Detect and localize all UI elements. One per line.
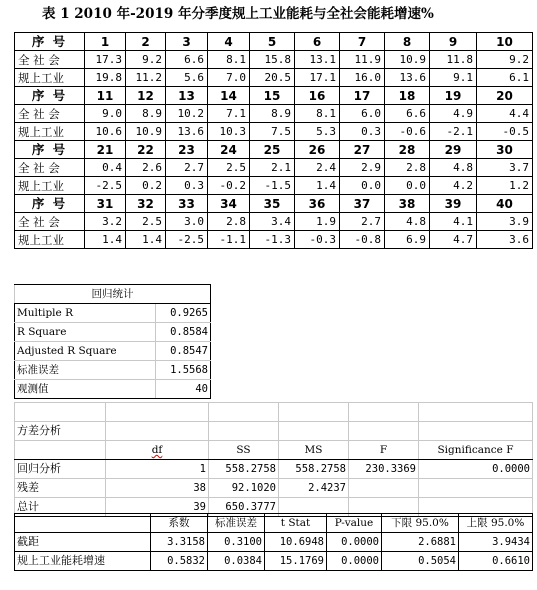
society-energy-value: 6.0 xyxy=(340,105,385,123)
anova-header-cell: df xyxy=(106,441,209,460)
society-energy-value: 8.1 xyxy=(295,105,340,123)
sequence-header-label: 序 号 xyxy=(15,195,85,213)
sequence-number-cell: 34 xyxy=(208,195,250,213)
coefficient-row-label: 规上工业能耗增速 xyxy=(15,552,151,571)
regression-stat-name: Adjusted R Square xyxy=(15,342,156,361)
anova-title: 方差分析 xyxy=(15,422,106,441)
sequence-number-cell: 6 xyxy=(295,33,340,51)
sequence-header-label: 序 号 xyxy=(15,87,85,105)
sequence-number-cell: 5 xyxy=(250,33,295,51)
sequence-header-row xyxy=(15,33,533,51)
anova-header-cell: Significance F xyxy=(419,441,533,460)
sequence-number-cell: 28 xyxy=(385,141,430,159)
regression-stat-row xyxy=(15,342,211,361)
regression-stat-value: 40 xyxy=(156,380,211,399)
society-energy-row xyxy=(15,105,533,123)
society-energy-value: 7.1 xyxy=(208,105,250,123)
society-energy-value: 13.1 xyxy=(295,51,340,69)
sequence-number-cell: 17 xyxy=(340,87,385,105)
anova-value: 2.4237 xyxy=(279,479,349,498)
industry-energy-row xyxy=(15,177,533,195)
coefficient-value: 0.3100 xyxy=(208,533,265,552)
sequence-number-cell: 22 xyxy=(126,141,166,159)
anova-value: 0.0000 xyxy=(419,460,533,479)
anova-table xyxy=(14,402,533,517)
coefficient-header-cell: 下限 95.0% xyxy=(382,514,459,533)
industry-energy-value: -2.1 xyxy=(430,123,477,141)
society-energy-row xyxy=(15,51,533,69)
industry-energy-value: 0.2 xyxy=(126,177,166,195)
regression-stat-value: 0.9265 xyxy=(156,304,211,323)
sequence-header-row xyxy=(15,141,533,159)
sequence-number-cell: 19 xyxy=(430,87,477,105)
coefficient-header-cell: 系数 xyxy=(151,514,208,533)
coefficient-value: 3.9434 xyxy=(459,533,533,552)
sequence-number-cell: 3 xyxy=(166,33,208,51)
anova-value: 558.2758 xyxy=(209,460,279,479)
industry-energy-value: 11.2 xyxy=(126,69,166,87)
industry-energy-value: 13.6 xyxy=(166,123,208,141)
industry-energy-row xyxy=(15,69,533,87)
society-energy-row xyxy=(15,213,533,231)
sequence-number-cell: 12 xyxy=(126,87,166,105)
anova-value xyxy=(419,479,533,498)
sequence-number-cell: 32 xyxy=(126,195,166,213)
society-energy-value: 3.0 xyxy=(166,213,208,231)
coefficients-table xyxy=(14,513,533,571)
society-energy-value: 17.3 xyxy=(85,51,126,69)
industry-energy-value: 1.2 xyxy=(477,177,533,195)
sequence-number-cell: 39 xyxy=(430,195,477,213)
society-energy-value: 0.4 xyxy=(85,159,126,177)
industry-energy-value: -0.3 xyxy=(295,231,340,249)
society-energy-value: 6.6 xyxy=(385,105,430,123)
society-energy-value: 3.7 xyxy=(477,159,533,177)
society-energy-label: 全 社 会 xyxy=(15,51,85,69)
society-energy-value: 4.1 xyxy=(430,213,477,231)
industry-energy-value: 7.5 xyxy=(250,123,295,141)
society-energy-value: 4.8 xyxy=(385,213,430,231)
regression-stat-name: Multiple R xyxy=(15,304,156,323)
sequence-number-cell: 8 xyxy=(385,33,430,51)
coefficient-header-cell: P-value xyxy=(327,514,382,533)
anova-row xyxy=(15,460,533,479)
coefficient-row-label: 截距 xyxy=(15,533,151,552)
regression-stat-value: 0.8584 xyxy=(156,323,211,342)
industry-energy-value: 20.5 xyxy=(250,69,295,87)
sequence-number-cell: 25 xyxy=(250,141,295,159)
industry-energy-value: -0.8 xyxy=(340,231,385,249)
sequence-number-cell: 4 xyxy=(208,33,250,51)
society-energy-value: 11.8 xyxy=(430,51,477,69)
society-energy-value: 9.2 xyxy=(126,51,166,69)
industry-energy-value: -1.3 xyxy=(250,231,295,249)
industry-energy-value: 7.0 xyxy=(208,69,250,87)
society-energy-label: 全 社 会 xyxy=(15,105,85,123)
society-energy-label: 全 社 会 xyxy=(15,159,85,177)
society-energy-value: 10.2 xyxy=(166,105,208,123)
society-energy-value: 3.4 xyxy=(250,213,295,231)
sequence-number-cell: 23 xyxy=(166,141,208,159)
anova-header-cell: F xyxy=(349,441,419,460)
regression-stat-row xyxy=(15,361,211,380)
sequence-header-label: 序 号 xyxy=(15,33,85,51)
industry-energy-value: 3.6 xyxy=(477,231,533,249)
coefficient-row xyxy=(15,552,533,571)
society-energy-value: 10.9 xyxy=(385,51,430,69)
industry-energy-value: -1.5 xyxy=(250,177,295,195)
regression-stat-name: R Square xyxy=(15,323,156,342)
coefficient-header-cell: 标准误差 xyxy=(208,514,265,533)
society-energy-value: 1.9 xyxy=(295,213,340,231)
regression-stat-value: 1.5568 xyxy=(156,361,211,380)
industry-energy-value: -0.2 xyxy=(208,177,250,195)
industry-energy-value: 13.6 xyxy=(385,69,430,87)
industry-energy-value: 0.0 xyxy=(340,177,385,195)
industry-energy-value: 5.3 xyxy=(295,123,340,141)
sequence-number-cell: 36 xyxy=(295,195,340,213)
society-energy-value: 3.9 xyxy=(477,213,533,231)
sequence-number-cell: 26 xyxy=(295,141,340,159)
industry-energy-value: 5.6 xyxy=(166,69,208,87)
industry-energy-value: 19.8 xyxy=(85,69,126,87)
coefficient-row xyxy=(15,533,533,552)
coefficient-value: 0.0000 xyxy=(327,533,382,552)
industry-energy-value: 1.4 xyxy=(85,231,126,249)
anova-header-cell: SS xyxy=(209,441,279,460)
society-energy-value: 4.8 xyxy=(430,159,477,177)
coefficient-value: 0.0000 xyxy=(327,552,382,571)
sequence-number-cell: 35 xyxy=(250,195,295,213)
industry-energy-value: 4.7 xyxy=(430,231,477,249)
society-energy-value: 2.5 xyxy=(208,159,250,177)
sequence-number-cell: 20 xyxy=(477,87,533,105)
industry-energy-value: 9.1 xyxy=(430,69,477,87)
industry-energy-value: 1.4 xyxy=(295,177,340,195)
sequence-number-cell: 16 xyxy=(295,87,340,105)
sequence-number-cell: 33 xyxy=(166,195,208,213)
anova-value: 1 xyxy=(106,460,209,479)
society-energy-value: 6.6 xyxy=(166,51,208,69)
society-energy-label: 全 社 会 xyxy=(15,213,85,231)
anova-value: 558.2758 xyxy=(279,460,349,479)
coefficient-value: 0.0384 xyxy=(208,552,265,571)
sequence-number-cell: 21 xyxy=(85,141,126,159)
society-energy-value: 11.9 xyxy=(340,51,385,69)
society-energy-value: 9.0 xyxy=(85,105,126,123)
coefficient-value: 0.6610 xyxy=(459,552,533,571)
regression-stat-row xyxy=(15,380,211,399)
industry-energy-label: 规上工业 xyxy=(15,69,85,87)
society-energy-value: 15.8 xyxy=(250,51,295,69)
coefficient-value: 0.5054 xyxy=(382,552,459,571)
society-energy-value: 2.5 xyxy=(126,213,166,231)
sequence-number-cell: 37 xyxy=(340,195,385,213)
society-energy-value: 8.9 xyxy=(250,105,295,123)
sequence-header-row xyxy=(15,87,533,105)
industry-energy-label: 规上工业 xyxy=(15,231,85,249)
industry-energy-value: 10.3 xyxy=(208,123,250,141)
industry-energy-value: -2.5 xyxy=(166,231,208,249)
regression-stat-name: 观测值 xyxy=(15,380,156,399)
anova-header-cell: MS xyxy=(279,441,349,460)
sequence-number-cell: 31 xyxy=(85,195,126,213)
sequence-number-cell: 7 xyxy=(340,33,385,51)
anova-row xyxy=(15,479,533,498)
sequence-number-cell: 40 xyxy=(477,195,533,213)
society-energy-value: 2.4 xyxy=(295,159,340,177)
anova-value: 39 xyxy=(106,498,209,517)
coefficient-value: 2.6881 xyxy=(382,533,459,552)
regression-stat-row xyxy=(15,304,211,323)
society-energy-value: 4.4 xyxy=(477,105,533,123)
regression-statistics-table xyxy=(14,284,211,399)
sequence-number-cell: 9 xyxy=(430,33,477,51)
industry-energy-row xyxy=(15,231,533,249)
anova-row-label: 残差 xyxy=(15,479,106,498)
coefficient-header-cell: t Stat xyxy=(265,514,327,533)
industry-energy-value: -1.1 xyxy=(208,231,250,249)
quarterly-growth-table xyxy=(14,32,533,249)
society-energy-value: 2.8 xyxy=(208,213,250,231)
industry-energy-value: 6.9 xyxy=(385,231,430,249)
sequence-number-cell: 18 xyxy=(385,87,430,105)
regression-stat-value: 0.8547 xyxy=(156,342,211,361)
sequence-number-cell: 14 xyxy=(208,87,250,105)
industry-energy-label: 规上工业 xyxy=(15,177,85,195)
society-energy-value: 2.6 xyxy=(126,159,166,177)
coefficient-value: 10.6948 xyxy=(265,533,327,552)
sequence-number-cell: 10 xyxy=(477,33,533,51)
industry-energy-label: 规上工业 xyxy=(15,123,85,141)
society-energy-value: 2.7 xyxy=(340,213,385,231)
sequence-number-cell: 24 xyxy=(208,141,250,159)
coefficient-value: 0.5832 xyxy=(151,552,208,571)
society-energy-value: 2.9 xyxy=(340,159,385,177)
anova-header-cell xyxy=(15,441,106,460)
anova-row-label: 总计 xyxy=(15,498,106,517)
table-title: 表 1 2010 年-2019 年分季度规上工业能耗与全社会能耗增速% xyxy=(42,6,434,22)
coefficient-header-cell: 上限 95.0% xyxy=(459,514,533,533)
regression-stat-name: 标准误差 xyxy=(15,361,156,380)
sequence-number-cell: 13 xyxy=(166,87,208,105)
regression-stat-row xyxy=(15,323,211,342)
anova-blank xyxy=(15,403,106,422)
industry-energy-value: -0.6 xyxy=(385,123,430,141)
industry-energy-value: 10.9 xyxy=(126,123,166,141)
sequence-number-cell: 11 xyxy=(85,87,126,105)
coefficient-value: 15.1769 xyxy=(265,552,327,571)
industry-energy-value: 0.3 xyxy=(340,123,385,141)
sequence-number-cell: 29 xyxy=(430,141,477,159)
industry-energy-value: 0.3 xyxy=(166,177,208,195)
sequence-number-cell: 38 xyxy=(385,195,430,213)
society-energy-value: 2.1 xyxy=(250,159,295,177)
industry-energy-value: 10.6 xyxy=(85,123,126,141)
society-energy-value: 9.2 xyxy=(477,51,533,69)
anova-value: 650.3777 xyxy=(209,498,279,517)
society-energy-value: 3.2 xyxy=(85,213,126,231)
sequence-number-cell: 15 xyxy=(250,87,295,105)
regression-statistics-title: 回归统计 xyxy=(15,285,211,304)
anova-row-label: 回归分析 xyxy=(15,460,106,479)
society-energy-row xyxy=(15,159,533,177)
industry-energy-row xyxy=(15,123,533,141)
sequence-number-cell: 27 xyxy=(340,141,385,159)
industry-energy-value: 1.4 xyxy=(126,231,166,249)
industry-energy-value: -0.5 xyxy=(477,123,533,141)
anova-value: 92.1020 xyxy=(209,479,279,498)
society-energy-value: 4.9 xyxy=(430,105,477,123)
society-energy-value: 2.8 xyxy=(385,159,430,177)
industry-energy-value: 17.1 xyxy=(295,69,340,87)
anova-value: 38 xyxy=(106,479,209,498)
industry-energy-value: 4.2 xyxy=(430,177,477,195)
industry-energy-value: 0.0 xyxy=(385,177,430,195)
coefficient-header-cell xyxy=(15,514,151,533)
industry-energy-value: 6.1 xyxy=(477,69,533,87)
sequence-header-row xyxy=(15,195,533,213)
anova-value xyxy=(349,479,419,498)
sequence-number-cell: 1 xyxy=(85,33,126,51)
industry-energy-value: -2.5 xyxy=(85,177,126,195)
sequence-number-cell: 30 xyxy=(477,141,533,159)
sequence-number-cell: 2 xyxy=(126,33,166,51)
industry-energy-value: 16.0 xyxy=(340,69,385,87)
society-energy-value: 8.9 xyxy=(126,105,166,123)
society-energy-value: 8.1 xyxy=(208,51,250,69)
coefficient-value: 3.3158 xyxy=(151,533,208,552)
anova-value: 230.3369 xyxy=(349,460,419,479)
society-energy-value: 2.7 xyxy=(166,159,208,177)
sequence-header-label: 序 号 xyxy=(15,141,85,159)
